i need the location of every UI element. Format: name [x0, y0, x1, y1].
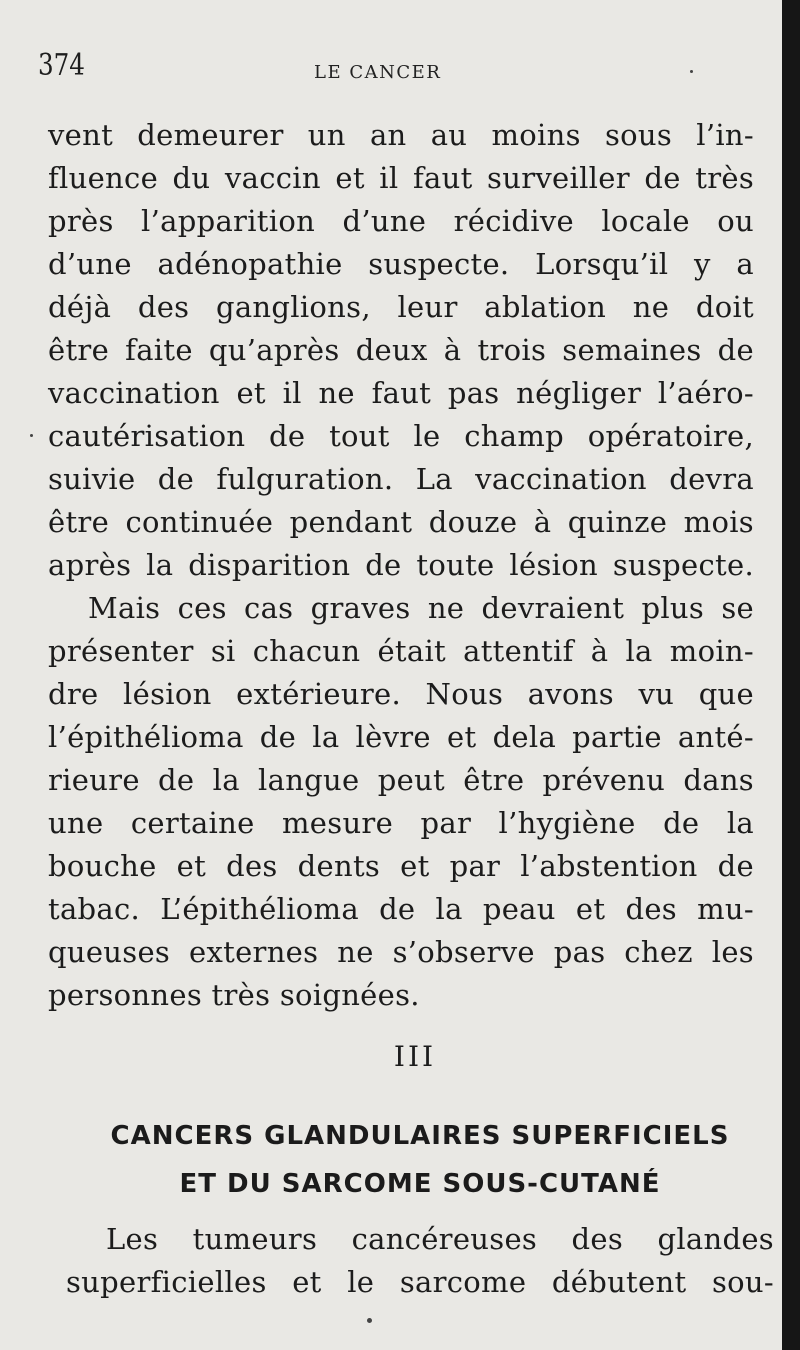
paragraph-1 — [48, 114, 754, 587]
text-line: Les tumeurs cancéreuses des glandes — [106, 1222, 774, 1256]
text-line: cautérisation de tout le champ opératoire, — [48, 419, 754, 453]
section-number: III — [393, 1040, 437, 1073]
text-line: vent demeurer un an au moins sous l’in- — [48, 118, 754, 152]
text-line: déjà des ganglions, leur ablation ne doit — [48, 290, 754, 324]
text-line: une certaine mesure par l’hygiène de la — [48, 806, 754, 840]
page-number: 374 — [38, 48, 85, 83]
text-line: être continuée pendant douze à quinze mois — [48, 505, 754, 539]
text-line: d’une adénopathie suspecte. Lorsqu’il y a — [48, 247, 754, 281]
paragraph-3 — [66, 1218, 774, 1304]
text-line: après la disparition de toute lésion suspecte. — [48, 548, 754, 582]
text-line: rieure de la langue peut être prévenu dans — [48, 763, 754, 797]
section-title-line: ET DU SARCOME SOUS-CUTANÉ — [179, 1169, 661, 1199]
text-line: être faite qu’après deux à trois semaines de — [48, 333, 754, 367]
text-line: personnes très soignées. — [48, 978, 420, 1012]
text-line: dre lésion extérieure. Nous avons vu que — [48, 677, 754, 711]
section-title-line: CANCERS GLANDULAIRES SUPERFICIELS — [110, 1121, 730, 1151]
text-line: présenter si chacun était attentif à la moin- — [48, 634, 754, 668]
running-head: LE CANCER — [314, 62, 442, 83]
text-line: Mais ces cas graves ne devraient plus se — [88, 591, 754, 625]
text-line: fluence du vaccin et il faut surveiller de très — [48, 161, 754, 195]
scan-edge-shadow — [782, 0, 800, 1350]
text-line: vaccination et il ne faut pas négliger l’aéro- — [48, 376, 754, 410]
text-line: près l’apparition d’une récidive locale ou — [48, 204, 754, 238]
page-header — [0, 44, 782, 88]
section-title — [80, 1112, 760, 1208]
text-line: tabac. L’épithélioma de la peau et des mu- — [48, 892, 754, 926]
text-line: l’épithélioma de la lèvre et dela partie anté- — [48, 720, 754, 754]
print-speck — [30, 434, 33, 437]
paragraph-2 — [48, 587, 754, 1017]
text-line: superficielles et le sarcome débutent sou- — [66, 1265, 774, 1299]
text-line: bouche et des dents et par l’abstention de — [48, 849, 754, 883]
body-text — [48, 114, 754, 1017]
text-line: suivie de fulguration. La vaccination devra — [48, 462, 754, 496]
text-line: queuses externes ne s’observe pas chez les — [48, 935, 754, 969]
print-speck — [367, 1318, 372, 1323]
print-speck — [690, 70, 693, 73]
